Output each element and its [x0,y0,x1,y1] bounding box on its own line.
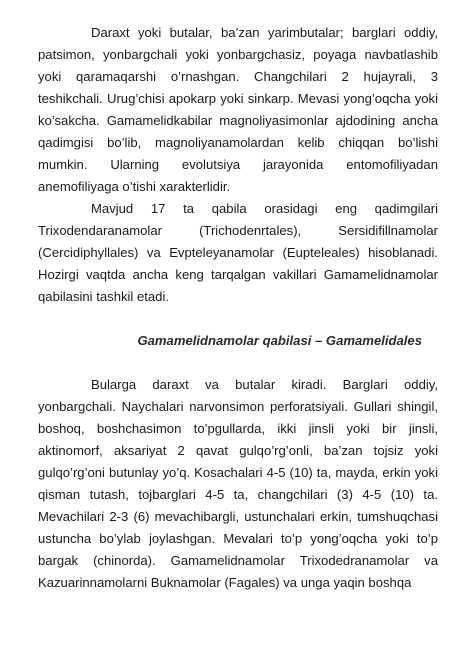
section-heading: Gamamelidnamolar qabilasi – Gamamelidales [137,333,422,348]
paragraph-2: Mavjud 17 ta qabila orasidagi eng qadimgilari Trixodendaranamolar (Trichodenrtales), Sersidifillnamolar (Cercidiphyllales) va Evpteleyanamolar (Eupteleales) hisoblanadi. Hozirgi vaqtda ancha keng tarqalgan vakillari Gamamelidnamolar qabilasini tashkil etadi. [38,201,438,304]
paragraph-3: Bularga daraxt va butalar kiradi. Barglari oddiy, yonbargchali. Naychalari narvonsimon perforatsiyali. Gullari shingil, boshoq, boshchasimon to’pgullarda, ikki jinsli yoki bir jinsli, aktinomorf, aksariyat 2 qavat gulqo’rg’onli, ba’zan tojsiz yoki gulqo’rg’oni butunlay yo’q. Kosachalari 4-5 (10) ta, mayda, erkin yoki qisman tutash, tojbarglari 4-5 ta, changchilari (3) 4-5 (10) ta. Mevachilari 2-3 (6) mevachibargli, ustunchalari erkin, tumshuqchasi ustuncha bo’ylab joylashgan. Mevalari to’p yong’oqcha yoki to’p bargak (chinorda). Gamamelidnamolar Trixodedranamolar va Kazuarinnamolarni Buknamolar (Fagales) va unga yaqin boshqa [38,377,438,590]
paragraph-1: Daraxt yoki butalar, ba’zan yarimbutalar; barglari oddiy, patsimon, yonbargchali yoki yonbargchasiz, poyaga navbatlashib yoki qaramaqarshi o’rnashgan. Changchilari 2 hujayrali, 3 teshikchali. Urug’chisi apokarp yoki sinkarp. Mevasi yong’oqcha yoki ko’sakcha. Gamamelidkabilar magnoliyasimonlar ajdodining ancha qadimgisi bo’lib, magnoliyanamolardan kelib chiqqan bo’lishi mumkin. Ularning evolutsiya jarayonida entomofiliyadan anemofiliyaga o’tishi xarakterlidir. [38,25,438,194]
